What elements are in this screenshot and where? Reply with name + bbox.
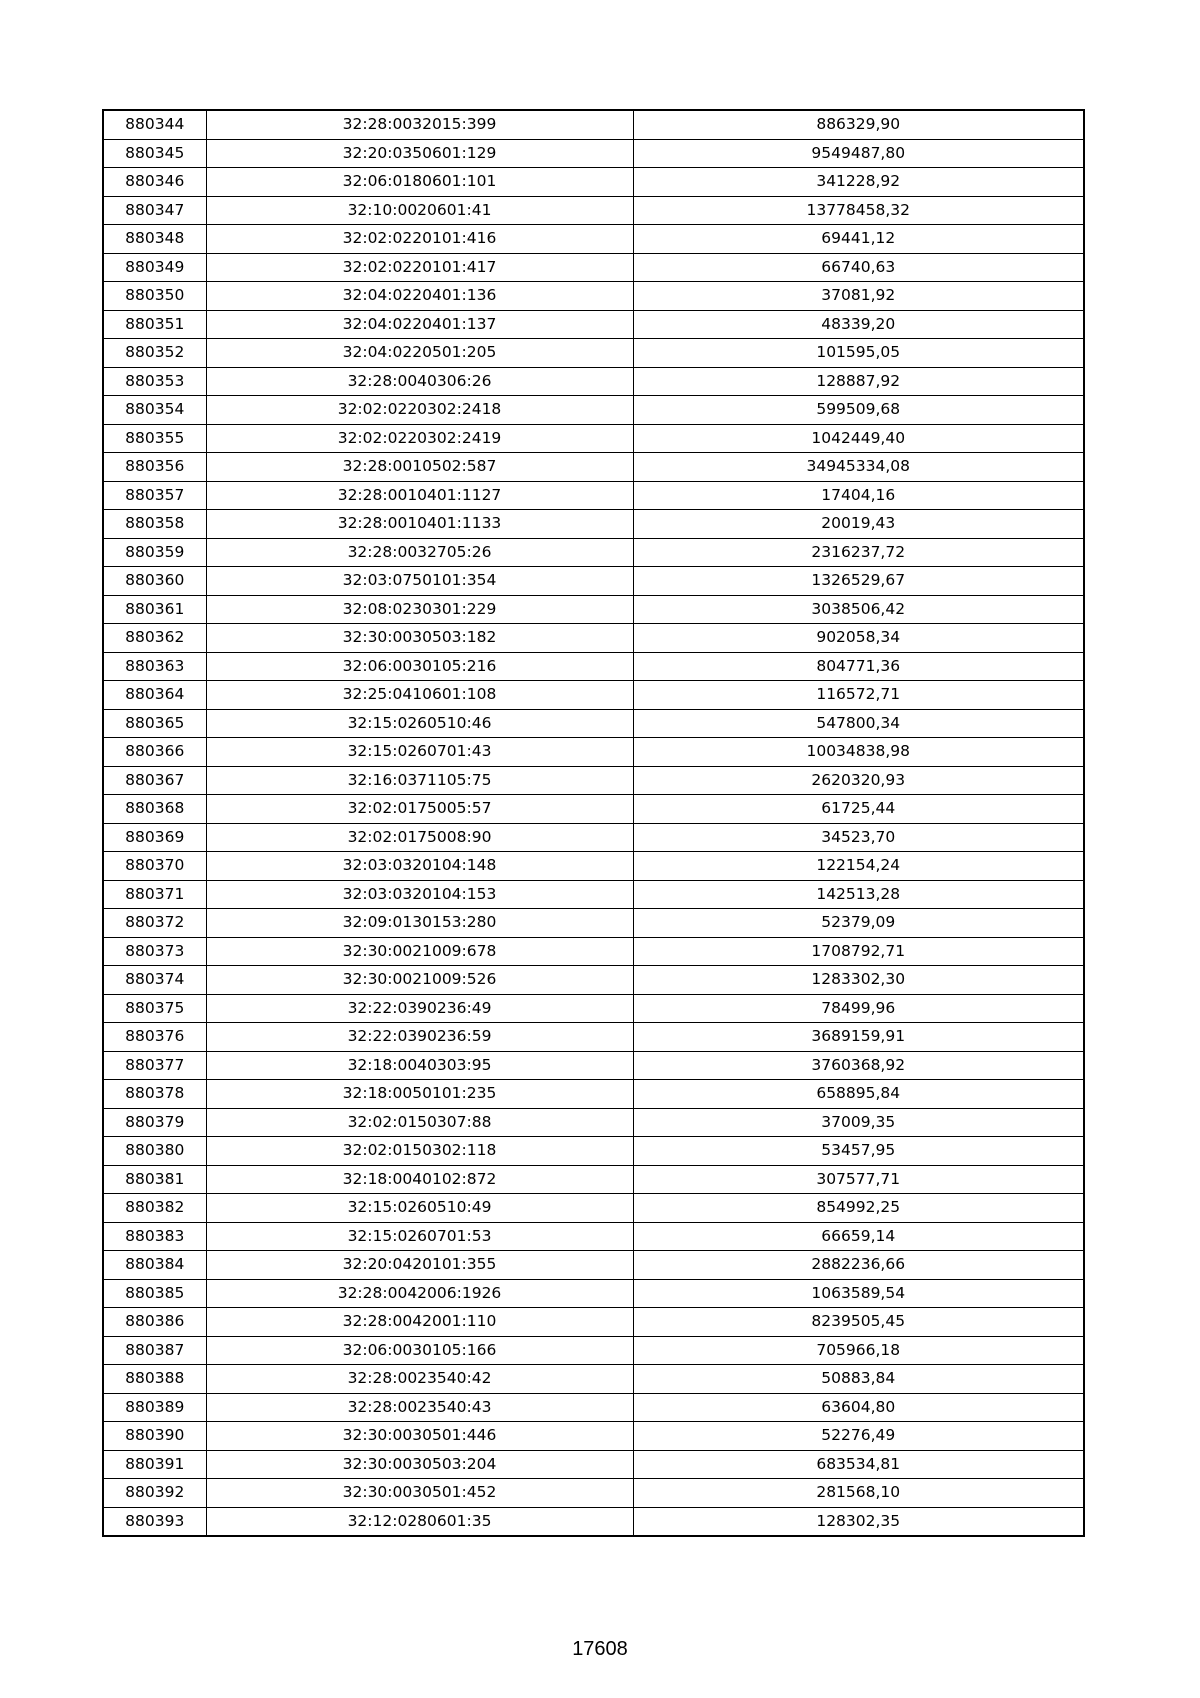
table-row: [103, 1450, 1084, 1479]
cadastral-value-cell: 547800,34: [633, 709, 1084, 738]
cadastral-value-cell: 886329,90: [633, 110, 1084, 139]
cadastral-value-cell: 17404,16: [633, 481, 1084, 510]
cadastral-value-cell: 2316237,72: [633, 538, 1084, 567]
cadastral-number-cell: 32:25:0410601:108: [206, 681, 633, 710]
cadastral-number-cell: 32:28:0032705:26: [206, 538, 633, 567]
table-row: [103, 880, 1084, 909]
row-number-cell: 880391: [103, 1450, 206, 1479]
cadastral-value-cell: 101595,05: [633, 339, 1084, 368]
cadastral-number-cell: 32:18:0040102:872: [206, 1165, 633, 1194]
table-row: [103, 966, 1084, 995]
cadastral-number-cell: 32:03:0320104:153: [206, 880, 633, 909]
table-row: [103, 139, 1084, 168]
table-row: [103, 994, 1084, 1023]
cadastral-value-cell: 20019,43: [633, 510, 1084, 539]
cadastral-value-cell: 37081,92: [633, 282, 1084, 311]
cadastral-value-cell: 3689159,91: [633, 1023, 1084, 1052]
table-row: [103, 1051, 1084, 1080]
cadastral-number-cell: 32:06:0180601:101: [206, 168, 633, 197]
cadastral-number-cell: 32:28:0042006:1926: [206, 1279, 633, 1308]
cadastral-value-cell: 52276,49: [633, 1422, 1084, 1451]
cadastral-number-cell: 32:03:0320104:148: [206, 852, 633, 881]
table-row: [103, 339, 1084, 368]
cadastral-number-cell: 32:15:0260510:49: [206, 1194, 633, 1223]
cadastral-value-cell: 2882236,66: [633, 1251, 1084, 1280]
cadastral-number-cell: 32:02:0150302:118: [206, 1137, 633, 1166]
table-row: [103, 1393, 1084, 1422]
row-number-cell: 880349: [103, 253, 206, 282]
cadastral-number-cell: 32:28:0040306:26: [206, 367, 633, 396]
cadastral-number-cell: 32:02:0175008:90: [206, 823, 633, 852]
table-row: [103, 453, 1084, 482]
row-number-cell: 880376: [103, 1023, 206, 1052]
cadastral-value-cell: 116572,71: [633, 681, 1084, 710]
table-row: [103, 110, 1084, 139]
cadastral-number-cell: 32:04:0220501:205: [206, 339, 633, 368]
cadastral-value-cell: 53457,95: [633, 1137, 1084, 1166]
cadastral-value-cell: 63604,80: [633, 1393, 1084, 1422]
cadastral-number-cell: 32:30:0021009:678: [206, 937, 633, 966]
cadastral-value-cell: 48339,20: [633, 310, 1084, 339]
cadastral-number-cell: 32:02:0220302:2419: [206, 424, 633, 453]
row-number-cell: 880381: [103, 1165, 206, 1194]
cadastral-number-cell: 32:16:0371105:75: [206, 766, 633, 795]
cadastral-value-cell: 902058,34: [633, 624, 1084, 653]
row-number-cell: 880352: [103, 339, 206, 368]
cadastral-number-cell: 32:28:0032015:399: [206, 110, 633, 139]
cadastral-number-cell: 32:09:0130153:280: [206, 909, 633, 938]
cadastral-value-table: [102, 109, 1085, 1537]
row-number-cell: 880360: [103, 567, 206, 596]
row-number-cell: 880384: [103, 1251, 206, 1280]
table-row: [103, 1222, 1084, 1251]
row-number-cell: 880365: [103, 709, 206, 738]
row-number-cell: 880380: [103, 1137, 206, 1166]
table-row: [103, 1279, 1084, 1308]
table-row: [103, 1023, 1084, 1052]
row-number-cell: 880347: [103, 196, 206, 225]
table-row: [103, 1479, 1084, 1508]
row-number-cell: 880358: [103, 510, 206, 539]
row-number-cell: 880369: [103, 823, 206, 852]
cadastral-number-cell: 32:28:0023540:43: [206, 1393, 633, 1422]
cadastral-value-cell: 1326529,67: [633, 567, 1084, 596]
table-row: [103, 538, 1084, 567]
row-number-cell: 880377: [103, 1051, 206, 1080]
table-row: [103, 823, 1084, 852]
table-row: [103, 1251, 1084, 1280]
row-number-cell: 880375: [103, 994, 206, 1023]
row-number-cell: 880356: [103, 453, 206, 482]
cadastral-number-cell: 32:30:0030501:452: [206, 1479, 633, 1508]
table-row: [103, 225, 1084, 254]
cadastral-value-cell: 2620320,93: [633, 766, 1084, 795]
cadastral-number-cell: 32:30:0030501:446: [206, 1422, 633, 1451]
cadastral-number-cell: 32:28:0023540:42: [206, 1365, 633, 1394]
cadastral-number-cell: 32:15:0260510:46: [206, 709, 633, 738]
cadastral-value-cell: 683534,81: [633, 1450, 1084, 1479]
cadastral-number-cell: 32:18:0040303:95: [206, 1051, 633, 1080]
table-body: [103, 110, 1084, 1536]
table-row: [103, 1194, 1084, 1223]
cadastral-number-cell: 32:28:0010401:1133: [206, 510, 633, 539]
table-row: [103, 652, 1084, 681]
table-row: [103, 795, 1084, 824]
row-number-cell: 880372: [103, 909, 206, 938]
table-row: [103, 310, 1084, 339]
cadastral-number-cell: 32:03:0750101:354: [206, 567, 633, 596]
cadastral-value-cell: 705966,18: [633, 1336, 1084, 1365]
row-number-cell: 880393: [103, 1507, 206, 1536]
row-number-cell: 880348: [103, 225, 206, 254]
cadastral-number-cell: 32:28:0010401:1127: [206, 481, 633, 510]
table-row: [103, 1507, 1084, 1536]
row-number-cell: 880366: [103, 738, 206, 767]
row-number-cell: 880390: [103, 1422, 206, 1451]
cadastral-value-cell: 69441,12: [633, 225, 1084, 254]
cadastral-value-cell: 3038506,42: [633, 595, 1084, 624]
row-number-cell: 880383: [103, 1222, 206, 1251]
cadastral-value-cell: 3760368,92: [633, 1051, 1084, 1080]
row-number-cell: 880351: [103, 310, 206, 339]
cadastral-number-cell: 32:30:0030503:182: [206, 624, 633, 653]
table-row: [103, 396, 1084, 425]
row-number-cell: 880388: [103, 1365, 206, 1394]
row-number-cell: 880368: [103, 795, 206, 824]
cadastral-number-cell: 32:02:0220302:2418: [206, 396, 633, 425]
cadastral-value-cell: 1042449,40: [633, 424, 1084, 453]
cadastral-number-cell: 32:15:0260701:43: [206, 738, 633, 767]
cadastral-value-cell: 61725,44: [633, 795, 1084, 824]
cadastral-value-cell: 1063589,54: [633, 1279, 1084, 1308]
row-number-cell: 880387: [103, 1336, 206, 1365]
table-row: [103, 510, 1084, 539]
row-number-cell: 880345: [103, 139, 206, 168]
table-row: [103, 709, 1084, 738]
row-number-cell: 880367: [103, 766, 206, 795]
cadastral-value-cell: 10034838,98: [633, 738, 1084, 767]
cadastral-value-cell: 37009,35: [633, 1108, 1084, 1137]
row-number-cell: 880363: [103, 652, 206, 681]
row-number-cell: 880354: [103, 396, 206, 425]
row-number-cell: 880386: [103, 1308, 206, 1337]
table-row: [103, 738, 1084, 767]
table-row: [103, 624, 1084, 653]
row-number-cell: 880379: [103, 1108, 206, 1137]
row-number-cell: 880378: [103, 1080, 206, 1109]
table-row: [103, 168, 1084, 197]
table-row: [103, 196, 1084, 225]
row-number-cell: 880359: [103, 538, 206, 567]
cadastral-value-cell: 9549487,80: [633, 139, 1084, 168]
row-number-cell: 880389: [103, 1393, 206, 1422]
table-row: [103, 1422, 1084, 1451]
cadastral-value-cell: 281568,10: [633, 1479, 1084, 1508]
cadastral-number-cell: 32:20:0350601:129: [206, 139, 633, 168]
cadastral-number-cell: 32:22:0390236:59: [206, 1023, 633, 1052]
row-number-cell: 880382: [103, 1194, 206, 1223]
cadastral-number-cell: 32:30:0030503:204: [206, 1450, 633, 1479]
table-row: [103, 766, 1084, 795]
cadastral-value-cell: 1283302,30: [633, 966, 1084, 995]
row-number-cell: 880361: [103, 595, 206, 624]
table-row: [103, 1137, 1084, 1166]
row-number-cell: 880371: [103, 880, 206, 909]
table-row: [103, 937, 1084, 966]
cadastral-value-cell: 34945334,08: [633, 453, 1084, 482]
row-number-cell: 880370: [103, 852, 206, 881]
cadastral-number-cell: 32:02:0150307:88: [206, 1108, 633, 1137]
table-row: [103, 909, 1084, 938]
row-number-cell: 880344: [103, 110, 206, 139]
table-row: [103, 1165, 1084, 1194]
cadastral-value-cell: 128887,92: [633, 367, 1084, 396]
table-row: [103, 681, 1084, 710]
row-number-cell: 880357: [103, 481, 206, 510]
row-number-cell: 880362: [103, 624, 206, 653]
cadastral-number-cell: 32:28:0010502:587: [206, 453, 633, 482]
cadastral-number-cell: 32:12:0280601:35: [206, 1507, 633, 1536]
row-number-cell: 880373: [103, 937, 206, 966]
cadastral-value-cell: 78499,96: [633, 994, 1084, 1023]
row-number-cell: 880353: [103, 367, 206, 396]
cadastral-value-cell: 34523,70: [633, 823, 1084, 852]
row-number-cell: 880355: [103, 424, 206, 453]
row-number-cell: 880346: [103, 168, 206, 197]
cadastral-value-cell: 66740,63: [633, 253, 1084, 282]
page-number: 17608: [572, 1638, 628, 1660]
table-row: [103, 481, 1084, 510]
cadastral-number-cell: 32:18:0050101:235: [206, 1080, 633, 1109]
table-row: [103, 253, 1084, 282]
cadastral-value-cell: 307577,71: [633, 1165, 1084, 1194]
cadastral-value-cell: 599509,68: [633, 396, 1084, 425]
cadastral-value-cell: 804771,36: [633, 652, 1084, 681]
row-number-cell: 880374: [103, 966, 206, 995]
table-row: [103, 1365, 1084, 1394]
table-row: [103, 282, 1084, 311]
cadastral-value-cell: 1708792,71: [633, 937, 1084, 966]
cadastral-number-cell: 32:20:0420101:355: [206, 1251, 633, 1280]
cadastral-number-cell: 32:04:0220401:136: [206, 282, 633, 311]
table-row: [103, 1308, 1084, 1337]
cadastral-number-cell: 32:02:0220101:416: [206, 225, 633, 254]
row-number-cell: 880392: [103, 1479, 206, 1508]
cadastral-number-cell: 32:30:0021009:526: [206, 966, 633, 995]
cadastral-value-cell: 13778458,32: [633, 196, 1084, 225]
table-row: [103, 595, 1084, 624]
cadastral-number-cell: 32:02:0175005:57: [206, 795, 633, 824]
table-row: [103, 424, 1084, 453]
cadastral-value-cell: 8239505,45: [633, 1308, 1084, 1337]
cadastral-number-cell: 32:04:0220401:137: [206, 310, 633, 339]
table-row: [103, 1336, 1084, 1365]
row-number-cell: 880385: [103, 1279, 206, 1308]
row-number-cell: 880364: [103, 681, 206, 710]
cadastral-value-cell: 50883,84: [633, 1365, 1084, 1394]
table-row: [103, 1080, 1084, 1109]
table-row: [103, 567, 1084, 596]
cadastral-value-cell: 128302,35: [633, 1507, 1084, 1536]
row-number-cell: 880350: [103, 282, 206, 311]
cadastral-value-cell: 341228,92: [633, 168, 1084, 197]
table-row: [103, 1108, 1084, 1137]
cadastral-number-cell: 32:06:0030105:216: [206, 652, 633, 681]
table-row: [103, 367, 1084, 396]
cadastral-value-cell: 658895,84: [633, 1080, 1084, 1109]
cadastral-number-cell: 32:15:0260701:53: [206, 1222, 633, 1251]
cadastral-number-cell: 32:06:0030105:166: [206, 1336, 633, 1365]
cadastral-number-cell: 32:22:0390236:49: [206, 994, 633, 1023]
cadastral-value-cell: 52379,09: [633, 909, 1084, 938]
cadastral-value-cell: 66659,14: [633, 1222, 1084, 1251]
cadastral-number-cell: 32:28:0042001:110: [206, 1308, 633, 1337]
cadastral-value-cell: 142513,28: [633, 880, 1084, 909]
cadastral-number-cell: 32:02:0220101:417: [206, 253, 633, 282]
cadastral-value-cell: 854992,25: [633, 1194, 1084, 1223]
cadastral-number-cell: 32:10:0020601:41: [206, 196, 633, 225]
cadastral-value-cell: 122154,24: [633, 852, 1084, 881]
table-row: [103, 852, 1084, 881]
cadastral-number-cell: 32:08:0230301:229: [206, 595, 633, 624]
